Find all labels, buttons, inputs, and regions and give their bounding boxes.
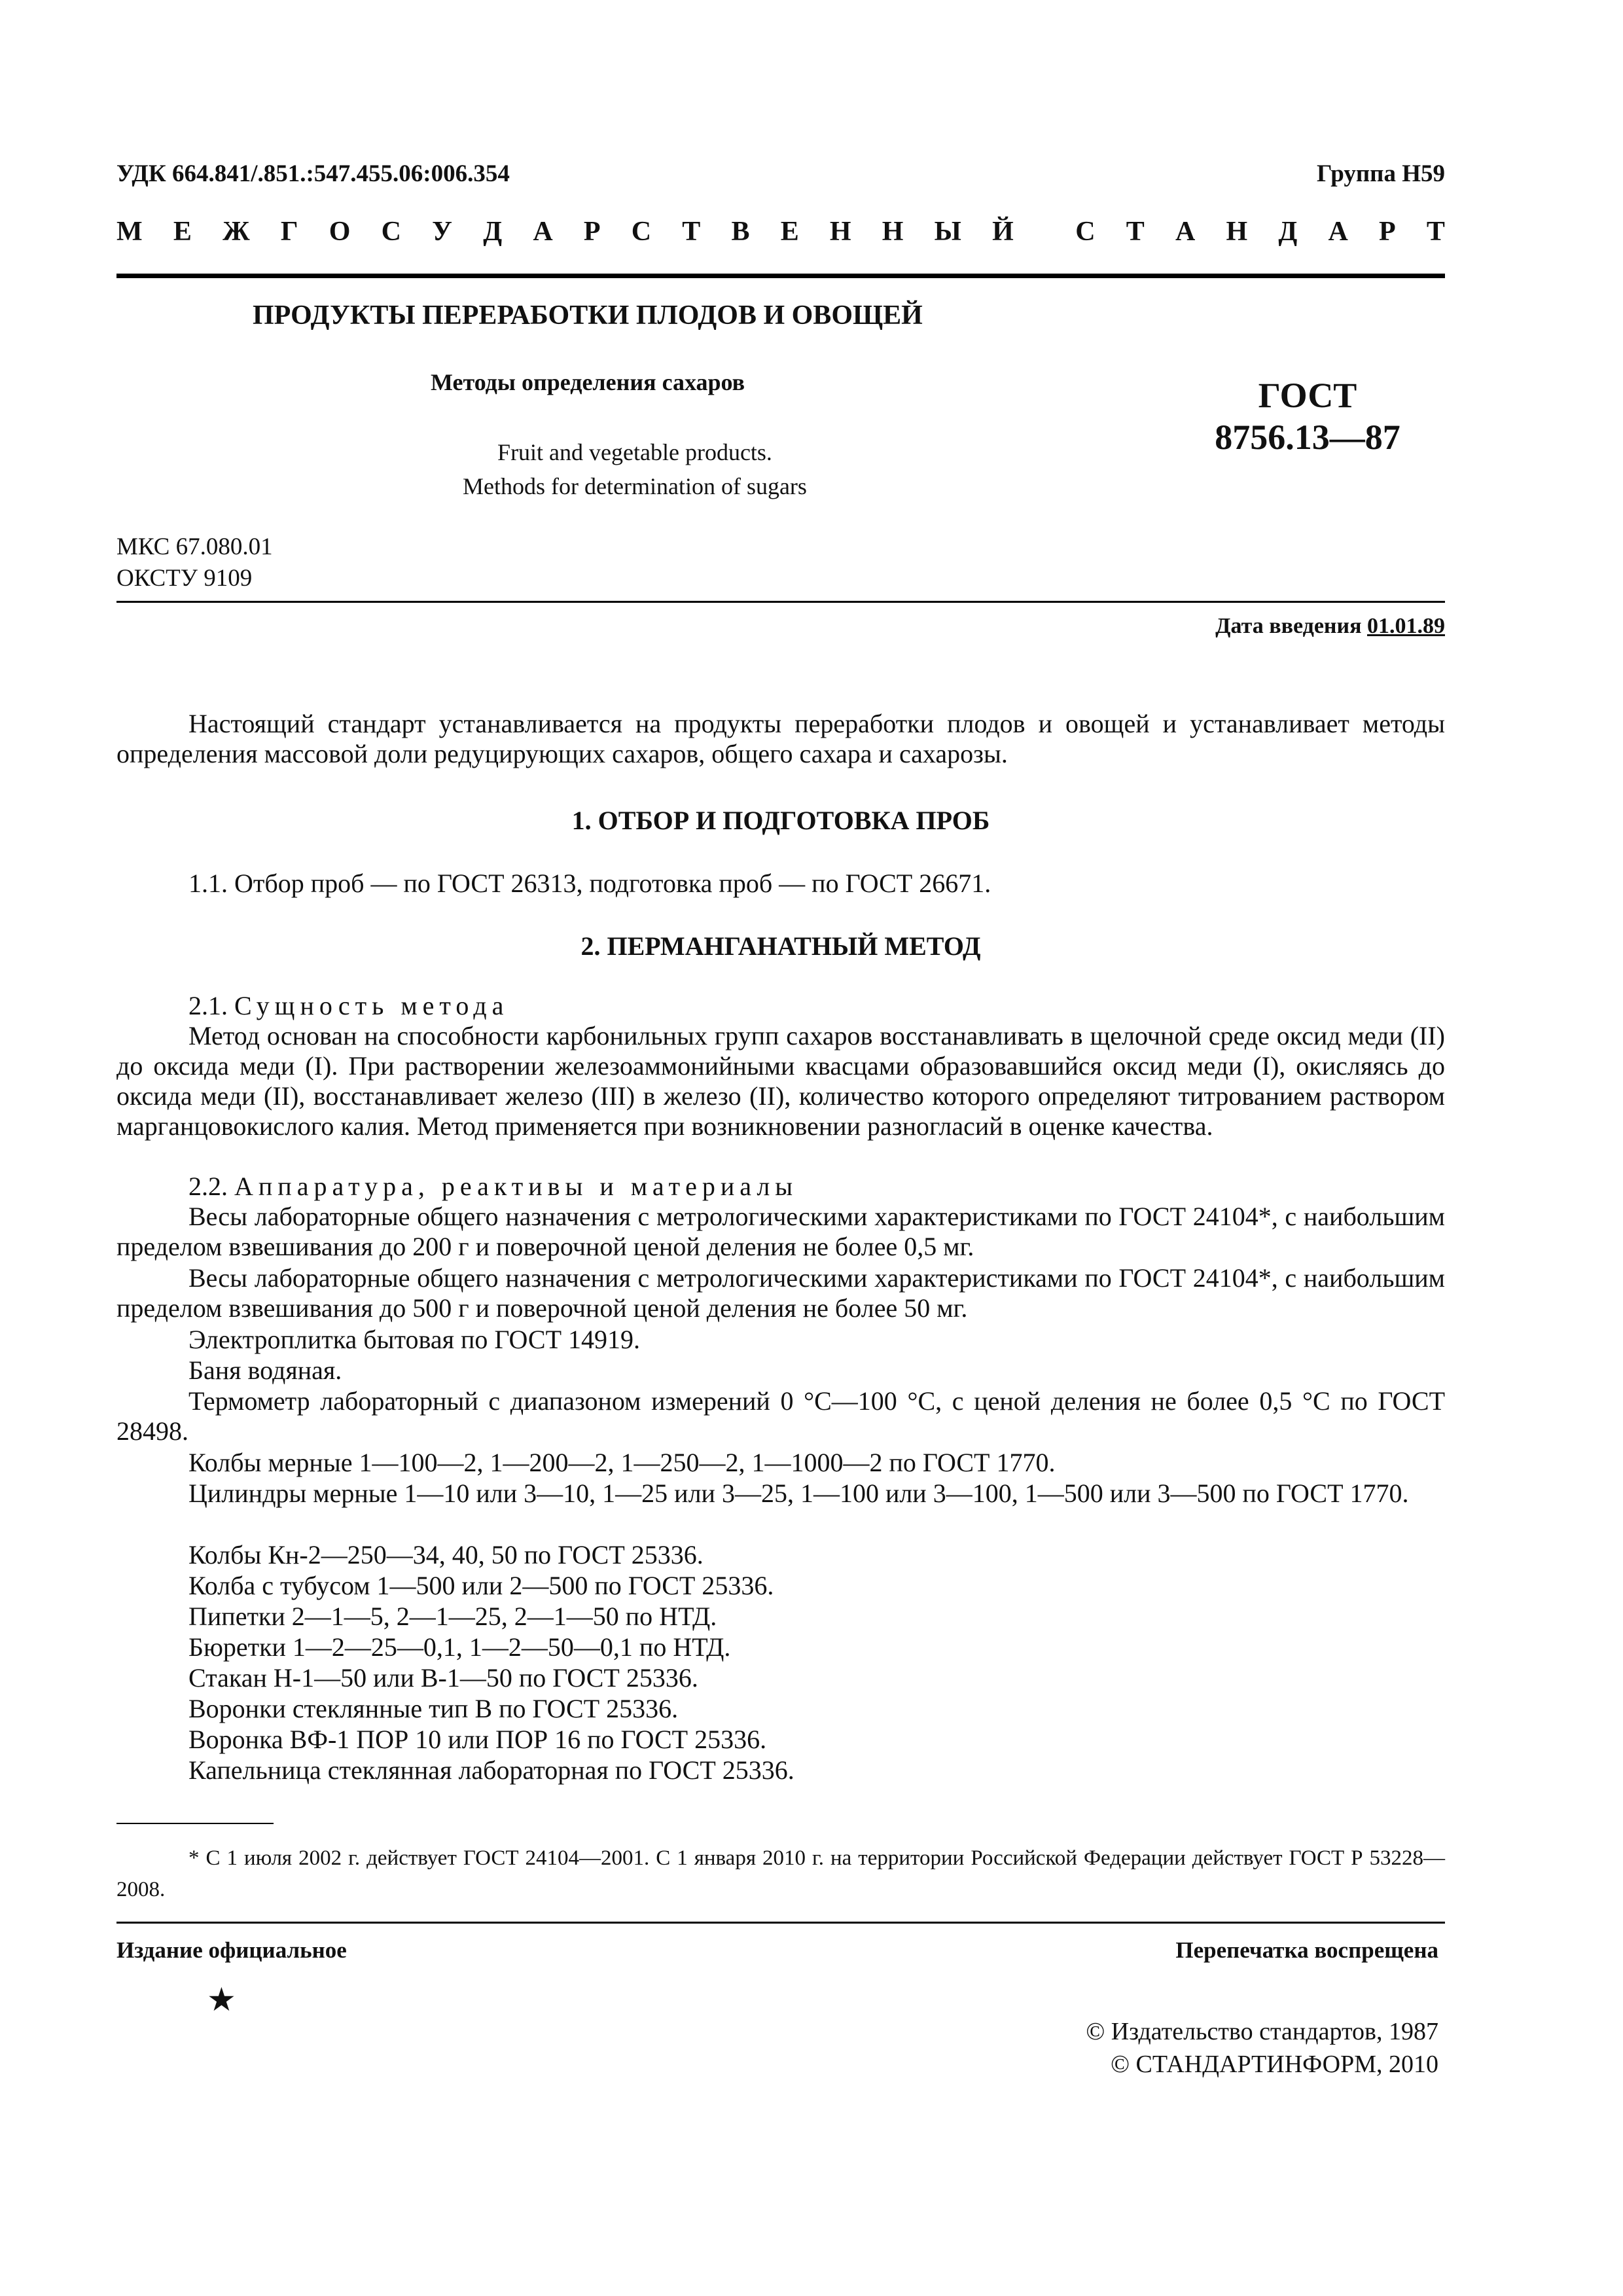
header-divider	[116, 274, 1445, 278]
banner-letter: Р	[1379, 217, 1396, 247]
banner-letter: А	[1175, 217, 1196, 247]
footnote-divider	[116, 1823, 274, 1824]
banner-letter: С	[1075, 217, 1096, 247]
equipment-item: Колбы мерные 1—100—2, 1—200—2, 1—250—2, 1—1000—2 по ГОСТ 1770.	[188, 1448, 1056, 1477]
banner-letter: Р	[583, 217, 601, 247]
banner-letter: Т	[1126, 217, 1145, 247]
equipment-item: Весы лабораторные общего назначения с метрологическими характеристиками по ГОСТ 24104*, с наибольшим пределом взвешивания до 200 г и поверочной ценой деления не более 0,5 мг.	[116, 1202, 1445, 1261]
banner-letter: Д	[483, 217, 503, 247]
english-title-line: Fruit and vegetable products.	[497, 439, 772, 465]
banner-letter: А	[1328, 217, 1348, 247]
banner-letter: Й	[992, 217, 1014, 247]
okstu-code: ОКСТУ 9109	[116, 565, 253, 592]
equipment-item: Воронки стеклянные тип В по ГОСТ 25336.	[188, 1694, 679, 1723]
mks-code: МКС 67.080.01	[116, 533, 273, 560]
banner-letter: Т	[1426, 217, 1445, 247]
banner-letter: А	[533, 217, 553, 247]
banner-letter: Ы	[934, 217, 961, 247]
banner-letter: В	[731, 217, 750, 247]
equipment-item: Воронка ВФ-1 ПОР 10 или ПОР 16 по ГОСТ 25336.	[188, 1725, 767, 1754]
gost-label: ГОСТ	[1258, 376, 1357, 415]
equipment-item: Колбы Кн-2—250—34, 40, 50 по ГОСТ 25336.	[188, 1540, 704, 1570]
official-edition-label: Издание официальное	[116, 1937, 347, 1963]
banner-letter: Т	[682, 217, 701, 247]
copyright-line: © Издательство стандартов, 1987	[1086, 2018, 1438, 2045]
introduction-date	[1215, 614, 1445, 639]
banner-letter: Е	[173, 217, 192, 247]
equipment-item: Цилиндры мерные 1—10 или 3—10, 1—25 или 3—25, 1—100 или 3—100, 1—500 или 3—500 по ГОСТ 1770.	[188, 1479, 1409, 1508]
banner-letter: О	[329, 217, 351, 247]
banner-letter: Н	[829, 217, 851, 247]
document-title: ПРОДУКТЫ ПЕРЕРАБОТКИ ПЛОДОВ И ОВОЩЕЙ	[253, 300, 923, 331]
classification-codes	[116, 531, 273, 594]
english-title	[419, 435, 851, 503]
subsection-number: 2.2.	[188, 1172, 228, 1201]
subsection-number: 2.1.	[188, 991, 228, 1020]
banner-letter: М	[116, 217, 143, 247]
equipment-item: Бюретки 1—2—25—0,1, 1—2—50—0,1 по НТД.	[188, 1632, 731, 1662]
equipment-item: Стакан Н-1—50 или В-1—50 по ГОСТ 25336.	[188, 1663, 698, 1693]
group-code: Группа Н59	[1317, 160, 1445, 187]
subsection-title: Аппаратура, реактивы и материалы	[234, 1172, 798, 1201]
section-2-heading: 2. ПЕРМАНГАНАТНЫЙ МЕТОД	[580, 931, 981, 961]
banner-letter: Е	[780, 217, 799, 247]
codes-divider	[116, 601, 1445, 603]
equipment-item: Электроплитка бытовая по ГОСТ 14919.	[188, 1325, 641, 1354]
equipment-item: Пипетки 2—1—5, 2—1—25, 2—1—50 по НТД.	[188, 1602, 717, 1631]
equipment-item: Баня водяная.	[188, 1355, 342, 1385]
equipment-item: Капельница стеклянная лабораторная по ГОСТ 25336.	[188, 1755, 794, 1785]
english-title-line: Methods for determination of sugars	[463, 473, 807, 499]
banner-letter: Ж	[223, 217, 250, 247]
subsection-2-1-heading	[116, 991, 1445, 1021]
reprint-prohibited-label: Перепечатка воспрещена	[1175, 1937, 1438, 1963]
intro-paragraph: Настоящий стандарт устанавливается на продукты переработки плодов и овощей и устанавливает методы определения массовой доли редуцирующих сахаров, общего сахара и сахарозы.	[116, 709, 1445, 768]
introduction-date-value: 01.01.89	[1367, 614, 1445, 638]
footnote: * С 1 июля 2002 г. действует ГОСТ 24104—2001. С 1 января 2010 г. на территории Российской Федерации действует ГОСТ Р 53228—2008.	[116, 1846, 1445, 1901]
gost-designation	[1190, 374, 1425, 458]
gost-number: 8756.13—87	[1215, 418, 1400, 457]
section-1-heading: 1. ОТБОР И ПОДГОТОВКА ПРОБ	[571, 806, 990, 835]
document-subtitle: Методы определения сахаров	[431, 369, 745, 395]
banner-letter: Д	[1278, 217, 1298, 247]
banner-letter: У	[432, 217, 452, 247]
subsection-2-2-heading	[116, 1172, 1445, 1202]
banner-letter: Г	[280, 217, 298, 247]
method-principle-text: Метод основан на способности карбонильных групп сахаров восстанавливать в щелочной среде оксид меди (II) до оксида меди (I). При растворении железоаммонийными квасцами образовавшийся оксид меди (I), окисляясь до оксида меди (II), восстанавливает железо (III) в железо (II), количество которого определяют титрованием раствором марганцовокислого калия. Метод применяется при возникновении разногласий в оценке качества.	[116, 1021, 1445, 1141]
udk-code: УДК 664.841/.851.:547.455.06:006.354	[116, 160, 510, 187]
equipment-item: Колба с тубусом 1—500 или 2—500 по ГОСТ 25336.	[188, 1571, 774, 1600]
paragraph-1-1: 1.1. Отбор проб — по ГОСТ 26313, подготовка проб — по ГОСТ 26671.	[188, 869, 991, 898]
equipment-item: Весы лабораторные общего назначения с метрологическими характеристиками по ГОСТ 24104*, с наибольшим пределом взвешивания до 500 г и поверочной ценой деления не более 50 мг.	[116, 1263, 1445, 1323]
interstate-standard-banner	[116, 216, 1445, 247]
document-page	[116, 0, 1445, 2296]
banner-letter: С	[631, 217, 652, 247]
star-icon: ★	[207, 1981, 236, 2018]
equipment-item: Термометр лабораторный с диапазоном измерений 0 °С—100 °С, с ценой деления не более 0,5 °С по ГОСТ 28498.	[116, 1386, 1445, 1446]
subsection-title: Сущность метода	[234, 991, 509, 1020]
banner-letter: С	[381, 217, 401, 247]
footer-divider	[116, 1922, 1445, 1924]
banner-letter: Н	[882, 217, 904, 247]
copyright-line: © СТАНДАРТИНФОРМ, 2010	[1111, 2051, 1438, 2078]
banner-letter: Н	[1226, 217, 1248, 247]
introduction-date-label: Дата введения	[1215, 614, 1362, 638]
